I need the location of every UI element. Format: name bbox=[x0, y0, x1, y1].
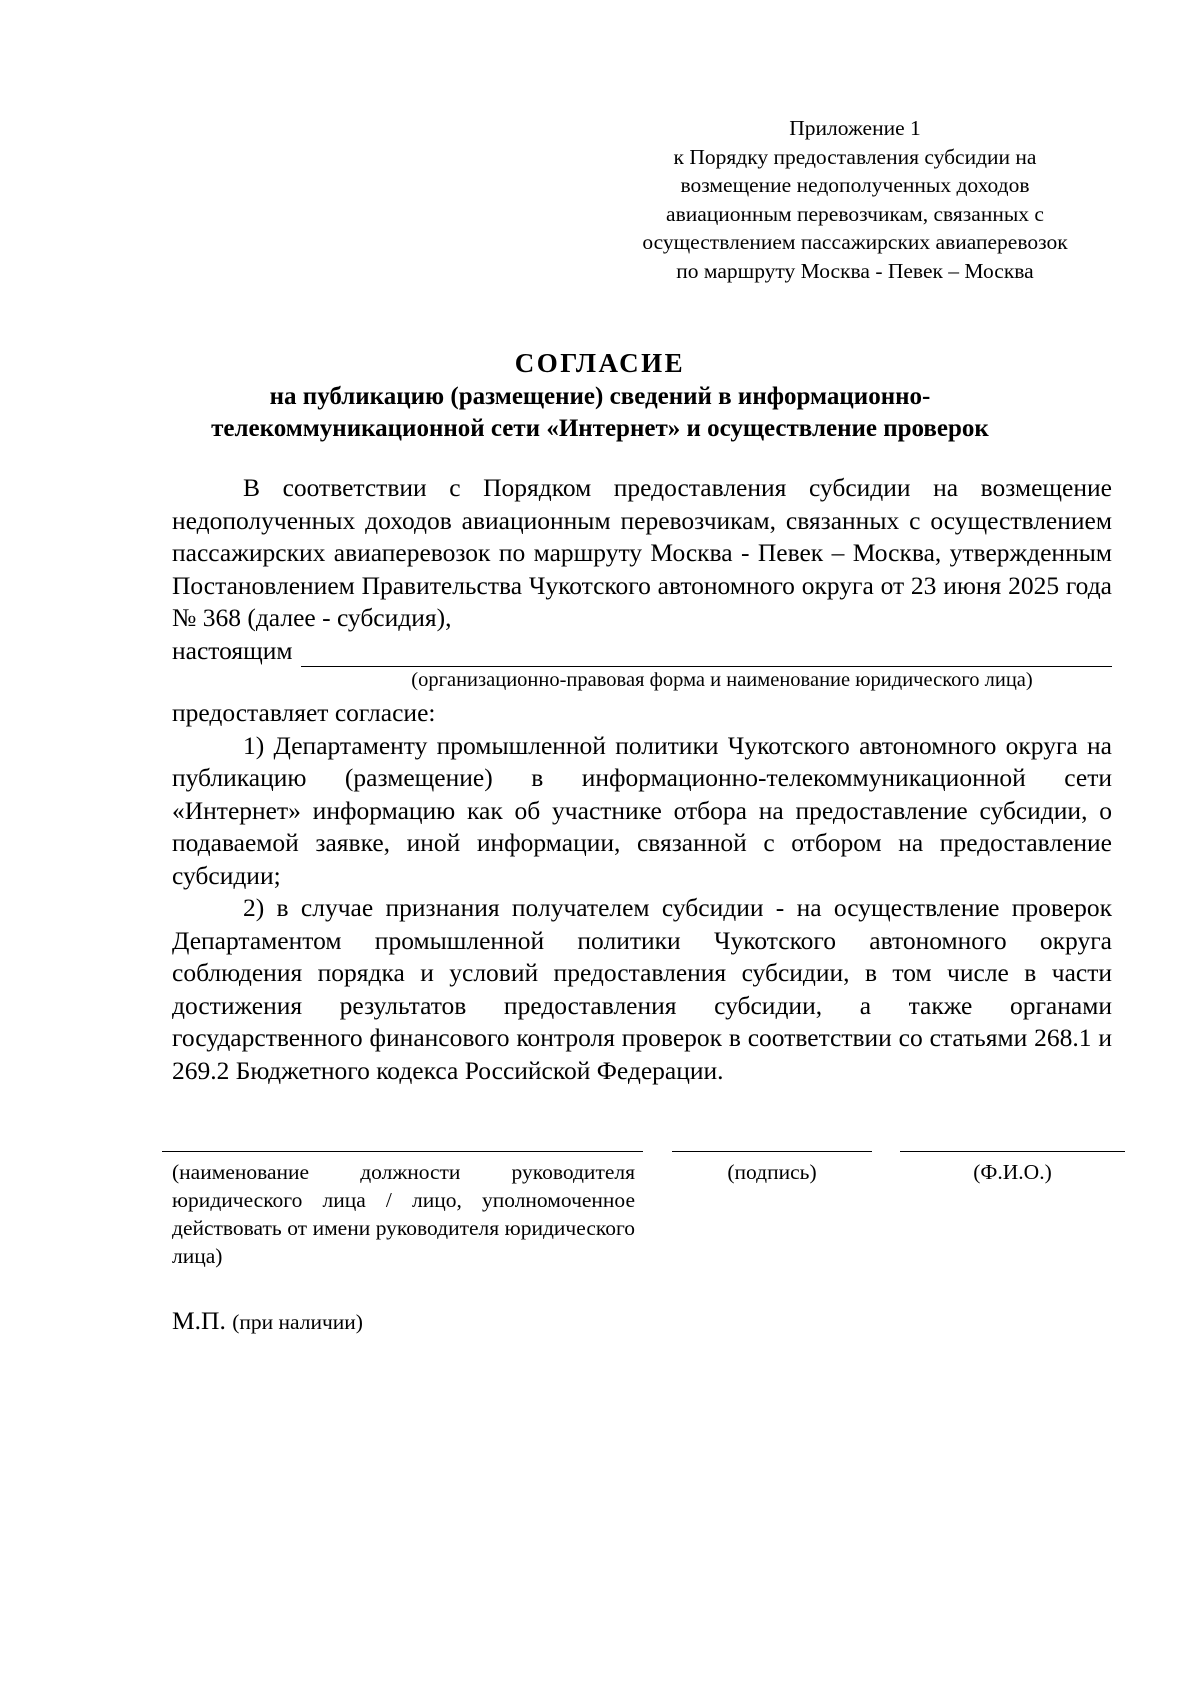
stamp-place bbox=[172, 1305, 363, 1338]
organization-fill-row bbox=[172, 635, 1112, 668]
title-subtitle-line: на публикацию (размещение) сведений в информационно- bbox=[269, 383, 931, 410]
position-signature-line[interactable] bbox=[162, 1151, 643, 1152]
consent-item-2: 2) в случае признания получателем субсидии - на осуществление проверок Департаментом промышленной политики Чукотского автономного округа соблюдения порядка и условий предоставления субсидии, в том числе в части достижения результатов предоставления субсидии, а также органами государственного финансового контроля проверок в соответствии со статьями 268.1 и 269.2 Бюджетного кодекса Российской Федерации. bbox=[172, 893, 1112, 1085]
document-body bbox=[172, 472, 1112, 1087]
stamp-note: (при наличии) bbox=[232, 1310, 363, 1334]
position-caption: (наименование должности руководителя юридического лица / лицо, уполномоченное действовать от имени руководителя юридического лица) bbox=[172, 1160, 635, 1268]
appendix-line: осуществлением пассажирских авиаперевозок bbox=[642, 230, 1068, 255]
document-title bbox=[150, 345, 1050, 444]
appendix-line: к Порядку предоставления субсидии на bbox=[673, 144, 1037, 169]
consent-item-1: 1) Департаменту промышленной политики Чукотского автономного округа на публикацию (размещение) в информационно-телекоммуникационной сети «Интернет» информацию как об участнике отбора на предоставление субсидии, о подаваемой заявке, иной информации, связанной с отбором на предоставление субсидии; bbox=[172, 730, 1112, 890]
fio-caption: (Ф.И.О.) bbox=[973, 1160, 1052, 1184]
appendix-line: по маршруту Москва - Певек – Москва bbox=[676, 258, 1034, 283]
consent-line: предоставляет согласие: bbox=[172, 698, 436, 727]
stamp-label: М.П. bbox=[172, 1306, 226, 1335]
title-subtitle-line: телекоммуникационной сети «Интернет» и осуществление проверок bbox=[211, 414, 989, 442]
organization-name-blank[interactable] bbox=[301, 640, 1112, 667]
fio-signature-line[interactable] bbox=[900, 1151, 1125, 1152]
present-word: настоящим bbox=[172, 635, 293, 665]
title-main: СОГЛАСИЕ bbox=[514, 348, 686, 378]
appendix-header bbox=[620, 114, 1090, 286]
intro-paragraph: В соответствии с Порядком предоставления субсидии на возмещение недополученных доходов авиационным перевозчикам, связанных с осуществлением пассажирских авиаперевозок по маршруту Москва - Певек – Москва, утвержденным Постановлением Правительства Чукотского автономного округа от 23 июня 2025 года № 368 (далее - субсидия), bbox=[172, 473, 1112, 632]
appendix-line: возмещение недополученных доходов bbox=[680, 173, 1030, 198]
appendix-line: авиационным перевозчикам, связанных с bbox=[666, 201, 1044, 226]
organization-blank-caption: (организационно-правовая форма и наименование юридического лица) bbox=[411, 669, 1033, 691]
signature-line[interactable] bbox=[672, 1151, 872, 1152]
appendix-line: Приложение 1 bbox=[789, 116, 921, 140]
signature-caption: (подпись) bbox=[727, 1160, 817, 1184]
